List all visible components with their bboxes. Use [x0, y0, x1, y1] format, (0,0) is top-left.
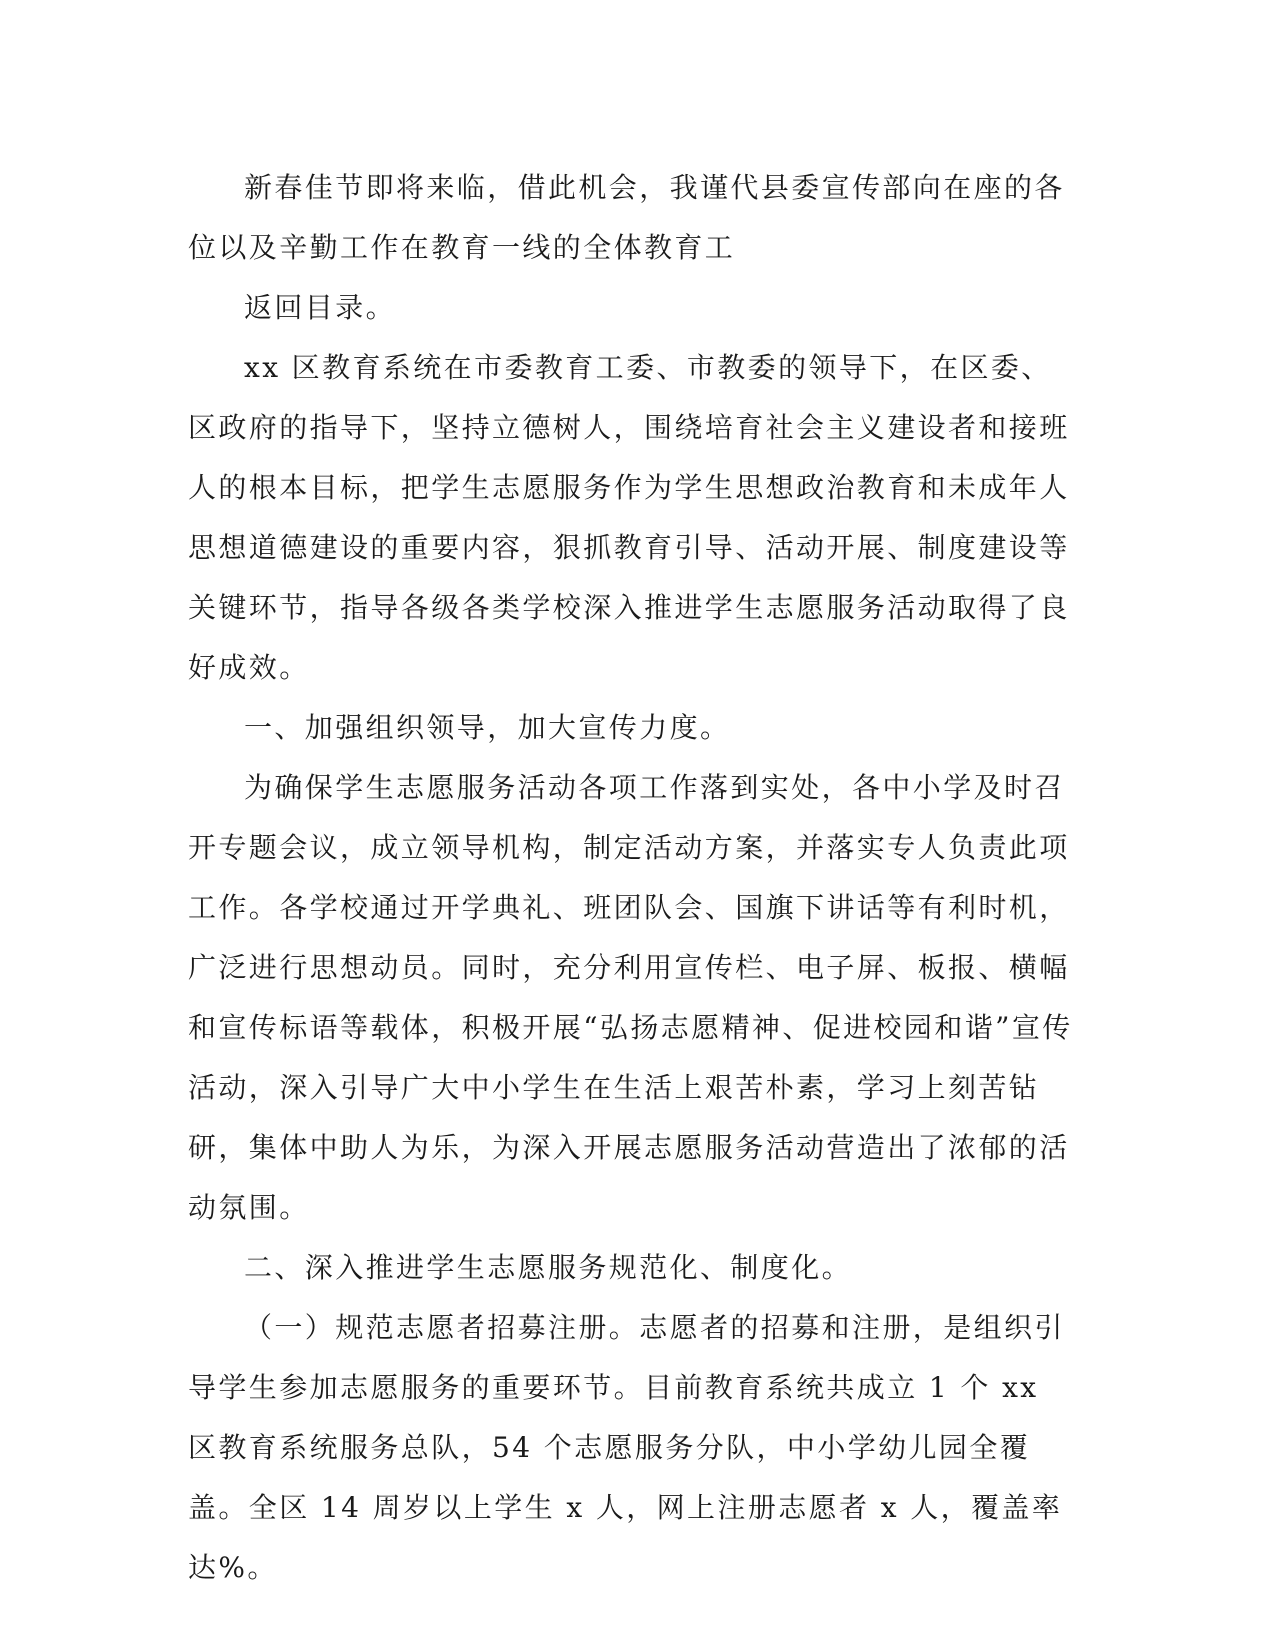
paragraph-back-to-contents: 返回目录。 — [244, 291, 397, 324]
paragraph-volunteer-registration: （一）规范志愿者招募注册。志愿者的招募和注册，是组织引导学生参加志愿服务的重要环节。目前教育系统共成立 1 个 xx 区教育系统服务总队，54 个志愿服务分队，中小学幼儿园全覆盖。全区 14 周岁以上学生 x 人，网上注册志愿者 x 人，覆盖率达%。 — [188, 1311, 1065, 1584]
section-heading-1: 一、加强组织领导，加大宣传力度。 — [244, 711, 731, 744]
paragraph-organization-publicity: 为确保学生志愿服务活动各项工作落到实处，各中小学及时召开专题会议，成立领导机构，制定活动方案，并落实专人负责此项工作。各学校通过开学典礼、班团队会、国旗下讲话等有利时机，广泛进行思想动员。同时，充分利用宣传栏、电子屏、板报、横幅和宣传标语等载体，积极开展“弘扬志愿精神、促进校园和谐”宣传活动，深入引导广大中小学生在生活上艰苦朴素，学习上刻苦钻研，集体中助人为乐，为深入开展志愿服务活动营造出了浓郁的活动氛围。 — [188, 771, 1073, 1224]
document-body — [188, 158, 1078, 1598]
section-heading-2: 二、深入推进学生志愿服务规范化、制度化。 — [244, 1251, 853, 1284]
paragraph-new-year-greeting: 新春佳节即将来临，借此机会，我谨代县委宣传部向在座的各位以及辛勤工作在教育一线的全体教育工 — [188, 171, 1065, 264]
paragraph-district-overview: xx 区教育系统在市委教育工委、市教委的领导下，在区委、区政府的指导下，坚持立德树人，围绕培育社会主义建设者和接班人的根本目标，把学生志愿服务作为学生思想政治教育和未成年人思想道德建设的重要内容，狠抓教育引导、活动开展、制度建设等关键环节，指导各级各类学校深入推进学生志愿服务活动取得了良好成效。 — [188, 351, 1070, 684]
